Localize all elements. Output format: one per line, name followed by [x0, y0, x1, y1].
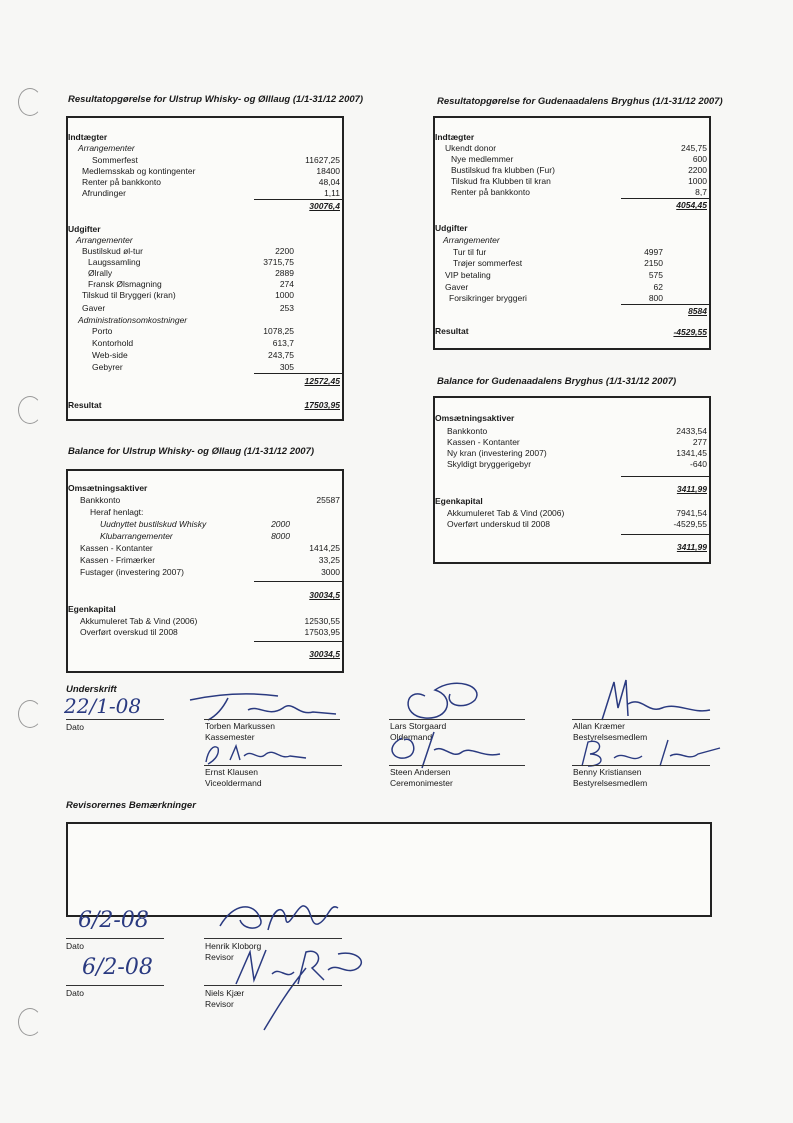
total-rule — [621, 476, 709, 477]
signature-niels — [228, 940, 368, 1032]
income-value: 245,75 — [681, 143, 707, 153]
income-label: Tilskud fra Klubben til kran — [451, 176, 551, 186]
income-value: 2200 — [688, 165, 707, 175]
right-balance-title: Balance for Gudenaadalens Bryghus (1/1-31/12 2007) — [437, 376, 677, 387]
expense-label: Forsikringer bryggeri — [449, 293, 527, 303]
expense-header: Udgifter — [68, 224, 101, 234]
expense-label: Bustilskud øl-tur — [82, 246, 143, 256]
signature-line — [204, 765, 342, 766]
income-header: Indtægter — [68, 132, 108, 142]
total-rule — [254, 581, 342, 582]
equity-value: 7941,54 — [676, 508, 707, 518]
asset-value: 33,25 — [318, 555, 340, 565]
total-rule — [254, 199, 342, 200]
equity-label: Overført overskud til 2008 — [80, 627, 178, 637]
total-rule — [254, 641, 342, 642]
admin-label: Gebyrer — [92, 362, 123, 372]
signature-henrik — [214, 896, 344, 936]
left-result-title: Resultatopgørelse for Ulstrup Whisky- og Ølllaug (1/1-31/12 2007) — [68, 94, 364, 105]
expense-arrangement-header: Arrangementer — [443, 235, 500, 245]
person-name: Ernst Klausen — [205, 767, 258, 777]
heraf-row-label: Klubarrangementer — [100, 531, 173, 541]
expense-label: Laugssamling — [88, 257, 141, 267]
equity-total: 3411,99 — [676, 542, 707, 552]
expense-value: 800 — [648, 293, 663, 303]
expense-label: Tilskud til Bryggeri (kran) — [82, 290, 176, 300]
income-header: Indtægter — [435, 132, 475, 142]
expense-value: 253 — [279, 303, 294, 313]
left-balance-title: Balance for Ulstrup Whisky- og Øllaug (1/1-31/12 2007) — [68, 446, 315, 457]
person-name: Torben Markussen — [205, 721, 275, 731]
expense-label: Ølrally — [88, 268, 113, 278]
admin-value: 613,7 — [272, 338, 294, 348]
signature-line — [204, 985, 342, 986]
person-role: Bestyrelsesmedlem — [573, 732, 648, 742]
expense-label: Fransk Ølsmagning — [88, 279, 162, 289]
person-role: Bestyrelsesmedlem — [573, 778, 648, 788]
asset-value: 2433,54 — [676, 426, 707, 436]
income-value: 1,11 — [324, 188, 340, 198]
income-value: 1000 — [688, 176, 707, 186]
signature-steen — [382, 730, 502, 770]
handwritten-date: 22/1-08 — [64, 694, 142, 718]
handwritten-date: 6/2-08 — [82, 955, 153, 980]
signature-line — [204, 938, 342, 939]
asset-value: 1414,25 — [309, 543, 340, 553]
expense-total: 8584 — [688, 306, 707, 316]
equity-header: Egenkapital — [68, 604, 116, 614]
signature-lars — [395, 676, 495, 724]
auditor-role: Revisor — [205, 952, 234, 962]
person-name: Benny Kristiansen — [573, 767, 642, 777]
assets-total: 3411,99 — [676, 484, 707, 494]
person-name: Allan Kræmer — [573, 721, 625, 731]
signature-line — [572, 765, 710, 766]
income-label: Renter på bankkonto — [451, 187, 530, 197]
person-role: Oldermand — [390, 732, 433, 742]
admin-value: 243,75 — [268, 350, 294, 360]
asset-label: Kassen - Kontanter — [447, 437, 520, 447]
signature-line — [204, 719, 340, 720]
date-line — [66, 719, 164, 720]
income-label: Afrundinger — [82, 188, 126, 198]
person-name: Steen Andersen — [390, 767, 451, 777]
income-value: 600 — [692, 154, 707, 164]
asset-label: Kassen - Frimærker — [80, 555, 156, 565]
admin-label: Web-side — [92, 350, 128, 360]
expense-arrangement-header: Arrangementer — [76, 235, 133, 245]
income-total: 30076,4 — [309, 201, 340, 211]
total-rule — [621, 304, 709, 305]
auditor-remarks-box — [66, 822, 712, 917]
equity-label: Overført underskud til 2008 — [447, 519, 550, 529]
punch-hole — [18, 396, 42, 424]
date-label: Dato — [66, 722, 84, 732]
auditor-role: Revisor — [205, 999, 234, 1009]
left-balance-box — [66, 469, 344, 673]
left-result-box — [66, 116, 344, 421]
income-label: Ukendt donor — [445, 143, 497, 153]
right-balance-box — [433, 396, 711, 564]
asset-label: Kassen - Kontanter — [80, 543, 153, 553]
signature-line — [572, 719, 710, 720]
right-result-box — [433, 116, 711, 350]
equity-value: 12530,55 — [304, 616, 340, 626]
assets-header: Omsætningsaktiver — [68, 483, 148, 493]
income-label: Nye medlemmer — [451, 154, 514, 164]
equity-label: Akkumuleret Tab & Vind (2006) — [80, 616, 198, 626]
expense-label: VIP betaling — [445, 270, 491, 280]
heraf-label: Heraf henlagt: — [90, 507, 144, 517]
asset-value: 1341,45 — [676, 448, 707, 458]
date-line — [66, 985, 164, 986]
expense-value: 3715,75 — [263, 257, 294, 267]
punch-hole — [18, 1008, 42, 1036]
equity-header: Egenkapital — [435, 496, 483, 506]
bank-label: Bankkonto — [80, 495, 121, 505]
equity-value: 17503,95 — [304, 627, 340, 637]
date-label: Dato — [66, 941, 84, 951]
asset-value: 3000 — [321, 567, 340, 577]
admin-label: Kontorhold — [92, 338, 134, 348]
heraf-row-label: Uudnyttet bustilskud Whisky — [100, 519, 207, 529]
expense-value: 2889 — [275, 268, 294, 278]
expense-value: 1000 — [275, 290, 294, 300]
result-value: 17503,95 — [304, 400, 340, 410]
income-value: 11627,25 — [305, 155, 340, 165]
income-label: Sommerfest — [92, 155, 138, 165]
date-line — [66, 938, 164, 939]
date-label: Dato — [66, 988, 84, 998]
person-role: Viceoldermand — [205, 778, 262, 788]
asset-label: Ny kran (investering 2007) — [447, 448, 547, 458]
total-rule — [621, 534, 709, 535]
admin-value: 1078,25 — [263, 326, 294, 336]
auditors-header: Revisorernes Bemærkninger — [66, 800, 196, 811]
asset-label: Skyldigt bryggerigebyr — [447, 459, 532, 469]
signature-torben — [188, 690, 338, 722]
income-label: Medlemsskab og kontingenter — [82, 166, 196, 176]
expense-label: Trøjer sommerfest — [453, 258, 523, 268]
asset-label: Bankkonto — [447, 426, 488, 436]
expense-label: Tur til fur — [453, 247, 487, 257]
equity-total: 30034,5 — [309, 649, 340, 659]
person-name: Lars Storgaard — [390, 721, 447, 731]
person-role: Kassemester — [205, 732, 255, 742]
signature-ernst — [200, 740, 310, 766]
total-rule — [254, 373, 342, 374]
equity-label: Akkumuleret Tab & Vind (2006) — [447, 508, 565, 518]
total-rule — [621, 198, 709, 199]
right-result-title: Resultatopgørelse for Gudenaadalens Bryghus (1/1-31/12 2007) — [437, 96, 723, 107]
result-value: -4529,55 — [673, 327, 707, 337]
asset-value: -640 — [689, 459, 707, 469]
income-label: Renter på bankkonto — [82, 177, 161, 187]
income-total: 4054,45 — [676, 200, 707, 210]
result-label: Resultat — [435, 326, 469, 336]
income-value: 8,7 — [695, 187, 707, 197]
equity-value: -4529,55 — [673, 519, 707, 529]
expense-value: 274 — [279, 279, 294, 289]
signature-allan — [592, 678, 712, 722]
income-value: 18400 — [316, 166, 340, 176]
expense-label: Gaver — [445, 282, 469, 292]
income-value: 48,04 — [318, 177, 340, 187]
expense-value: 4997 — [644, 247, 663, 257]
person-role: Ceremonimester — [390, 778, 453, 788]
expense-header: Udgifter — [435, 223, 468, 233]
arrangement-header: Arrangementer — [78, 143, 135, 153]
admin-label: Porto — [92, 326, 113, 336]
signatures-header: Underskrift — [66, 684, 117, 695]
admin-header: Administrationsomkostninger — [78, 315, 188, 325]
signature-line — [389, 765, 525, 766]
signature-line — [389, 719, 525, 720]
expense-total: 12572,45 — [304, 376, 340, 386]
result-label: Resultat — [68, 400, 102, 410]
asset-value: 277 — [692, 437, 707, 447]
auditor-name: Henrik Kloborg — [205, 941, 262, 951]
expense-value: 575 — [648, 270, 663, 280]
heraf-row-value: 2000 — [271, 519, 290, 529]
expense-value: 2200 — [275, 246, 294, 256]
expense-label: Gaver — [82, 303, 106, 313]
heraf-row-value: 8000 — [271, 531, 290, 541]
punch-hole — [18, 88, 42, 116]
admin-value: 305 — [279, 362, 294, 372]
punch-hole — [18, 700, 42, 728]
expense-value: 2150 — [644, 258, 663, 268]
assets-header: Omsætningsaktiver — [435, 413, 515, 423]
income-label: Bustilskud fra klubben (Fur) — [451, 165, 555, 175]
expense-value: 62 — [653, 282, 663, 292]
bank-value: 25587 — [316, 495, 340, 505]
handwritten-date: 6/2-08 — [78, 908, 149, 933]
assets-total: 30034,5 — [309, 590, 340, 600]
asset-label: Fustager (investering 2007) — [80, 567, 184, 577]
auditor-name: Niels Kjær — [205, 988, 245, 998]
